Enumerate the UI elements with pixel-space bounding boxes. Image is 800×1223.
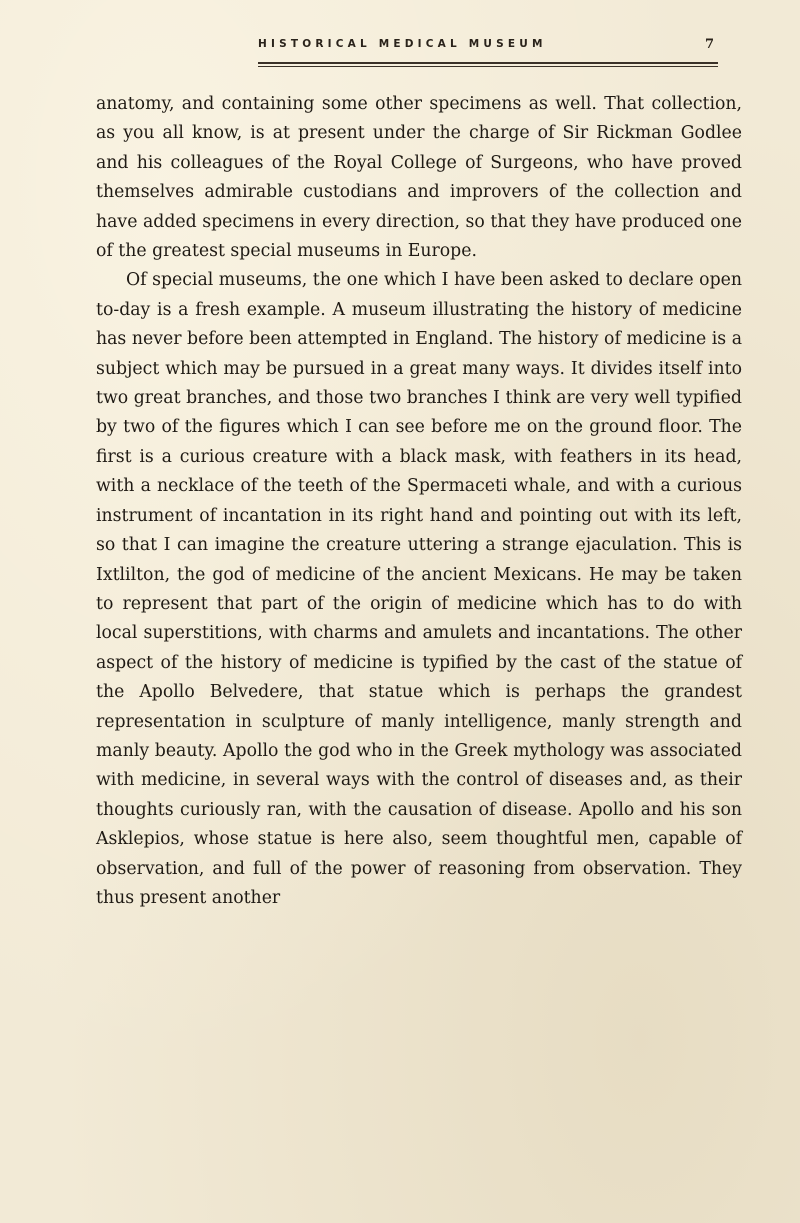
running-head: [0, 38, 800, 58]
paragraph-continued: anatomy, and containing some other specimens as well. That collection, as you all know, is at present under the charge of Sir Rickman Godlee and his colleagues of the Royal College of Surgeons, who have proved themselves admirable custodians and improvers of the collection and have added specimens in every direction, so that they have produced one of the greatest special museums in Europe.: [96, 94, 742, 262]
body-text: [96, 90, 742, 913]
paragraph-special-museums: Of special museums, the one which I have been asked to declare open to-day is a fresh example. A museum illustrating the history of medicine has never before been attempted in England. The history of medicine is a subject which may be pursued in a great many ways. It divides itself into two great branches, and those two branches I think are very well typified by two of the figures which I can see before me on the ground floor. The first is a curious creature with a black mask, with feathers in its head, with a necklace of the teeth of the Spermaceti whale, and with a curious instrument of incantation in its right hand and pointing out with its left, so that I can imagine the creature uttering a strange ejaculation. This is Ixtlilton, the god of medicine of the ancient Mexicans. He may be taken to represent that part of the origin of medicine which has to do with local superstitions, with charms and amulets and incantations. The other aspect of the history of medicine is typified by the cast of the statue of the Apollo Belvedere, that statue which is perhaps the grandest representation in sculpture of manly intelligence, manly strength and manly beauty. Apollo the god who in the Greek mythology was associated with medicine, in several ways with the control of diseases and, as their thoughts curiously ran, with the causation of disease. Apollo and his son Asklepios, whose statue is here also, seem thoughtful men, capable of observation, and full of the power of reasoning from observation. They thus present another: [96, 270, 742, 908]
page-number: 7: [705, 37, 715, 52]
header-rule-thick: [258, 62, 718, 64]
header-rule-thin: [258, 66, 718, 67]
running-title: HISTORICAL MEDICAL MUSEUM: [258, 38, 547, 50]
